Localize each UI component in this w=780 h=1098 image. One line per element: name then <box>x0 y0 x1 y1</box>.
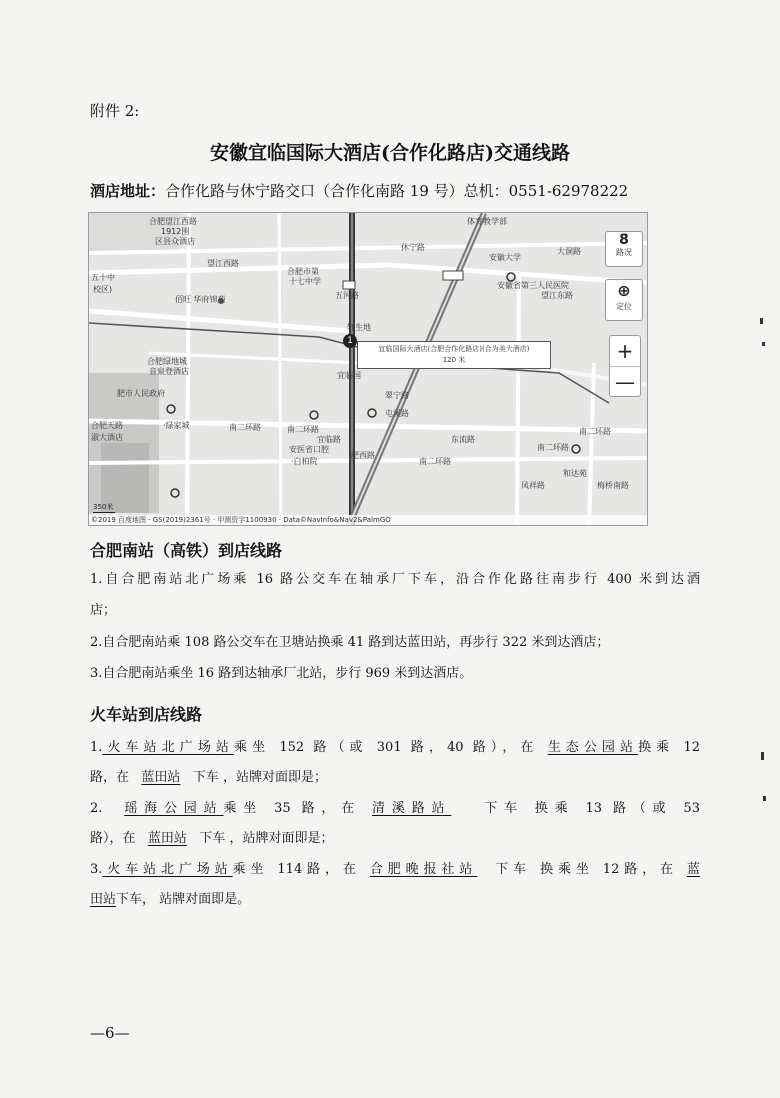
stop-name: 火车站北广场站 <box>102 740 234 755</box>
map-label: 东流路 <box>451 435 475 444</box>
map-label: 南二环路 <box>579 427 611 436</box>
map-label: 音泉登酒店 <box>149 367 189 376</box>
route-line <box>90 829 700 849</box>
address-label: 酒店地址： <box>90 182 166 200</box>
map-label: 五十中 <box>91 273 115 282</box>
route-text: 乘坐 152 路（或 301 路，40 路），在 <box>234 740 539 755</box>
map-label: 合肥望江西路 <box>149 217 197 226</box>
map-label: 梅桥南路 <box>597 481 629 490</box>
map-label: 和达苑 <box>563 469 587 478</box>
map-label: 大洞路 <box>557 247 581 256</box>
map-label: 十七中学 <box>289 277 321 286</box>
map-label: 区县众酒店 <box>155 237 195 246</box>
route-text: 下车 ，站牌对面即是； <box>199 831 334 846</box>
route-line: 店； <box>90 603 117 618</box>
route-line <box>90 890 700 910</box>
map-label: 体育教学部 <box>467 217 507 226</box>
hotel-callout[interactable] <box>357 341 551 369</box>
route-line <box>90 738 700 758</box>
map-label: 合肥绿地城 <box>147 357 187 366</box>
zoom-in-button[interactable]: + <box>616 339 634 363</box>
stop-name: 瑶海公园站 <box>124 801 224 816</box>
stop-name: 田站 <box>90 892 117 907</box>
poi-name: 轩生地 <box>347 323 371 332</box>
map-label: 南二环路 <box>419 457 451 466</box>
route-line: 3.自合肥南站乘坐 16 路到达轴承厂北站，步行 969 米到达酒店。 <box>90 666 473 681</box>
locate-label: 定位 <box>616 302 632 311</box>
map-label: 南二环路 <box>229 423 261 432</box>
map-label: 凤祥路 <box>521 481 545 490</box>
map-label: 合肥天路 <box>91 421 123 430</box>
map-label: 合肥市第 <box>287 267 319 276</box>
map-label: 安徽省第三人民医院 <box>497 281 569 290</box>
stop-name: 合肥晚报社站 <box>369 862 478 877</box>
map-label: 望江西路 <box>207 259 239 268</box>
map-label: 屯溪路 <box>385 409 409 418</box>
section-heading-railway-station: 火车站到店线路 <box>90 705 203 724</box>
route-number: 3. <box>90 862 103 877</box>
map-label: 宜临国 <box>337 371 361 380</box>
map-scale: 350米 <box>93 503 114 511</box>
route-line <box>90 768 700 788</box>
map-label: 南二环路 <box>287 425 319 434</box>
route-line: 2.自合肥南站乘 108 路公交车在卫塘站换乘 41 路到达蓝田站，再步行 322 米到达酒店； <box>90 635 610 650</box>
page-number: —6— <box>90 1024 130 1042</box>
map-label: 淑大酒店 <box>91 433 123 442</box>
map-label: 五河路 <box>335 291 359 300</box>
scan-speck <box>760 318 763 324</box>
stop-name: 火车站北广场站 <box>102 862 233 877</box>
route-text: 乘坐 114路，在 <box>232 862 361 877</box>
map-copyright: ©2019 百度地图 · GS(2019)2361号 · 甲测资字1100930 · Data©NavInfo&Nav2&PalmGO <box>89 515 648 525</box>
map-label: 1912围 <box>161 227 190 236</box>
route-number: 2. <box>90 801 103 816</box>
hotel-marker-icon[interactable]: 1 <box>343 334 357 348</box>
map-label: 肥西路 <box>351 451 375 460</box>
document-title: 安徽宜临国际大酒店(合作化路店)交通线路 <box>210 142 570 164</box>
callout-distance: 120 米 <box>442 356 466 364</box>
map-label: 宜临路 <box>317 435 341 444</box>
route-line <box>90 799 700 819</box>
stop-name: 蓝 <box>686 862 700 877</box>
route-number: 1. <box>90 740 103 755</box>
route-text: 路），在 <box>90 831 136 846</box>
route-text: 路，在 <box>90 770 130 785</box>
route-paragraph <box>90 570 700 590</box>
callout-title: 宜临国际大酒店(合肥合作化路店)(合为美大酒店) <box>378 345 530 353</box>
map-label: 校区) <box>93 285 113 294</box>
traffic-light-icon: 8 <box>619 232 629 248</box>
locate-button[interactable] <box>605 279 643 321</box>
traffic-button[interactable] <box>605 231 643 267</box>
location-map[interactable] <box>88 212 648 526</box>
map-label: 安医省口腔 <box>289 445 329 454</box>
map-label: 肥市人民政府 <box>117 389 165 398</box>
section-heading-south-station: 合肥南站（高铁）到店线路 <box>90 541 283 560</box>
route-text: 换乘 12 <box>638 740 700 755</box>
stop-name: 清溪路站 <box>372 801 452 816</box>
route-text: 乘坐 35 路，在 <box>223 801 362 816</box>
map-label: 安徽大学 <box>489 253 521 262</box>
zoom-control <box>609 335 641 397</box>
route-text: 下车 换乘 13 路（或 53 <box>484 801 700 816</box>
map-label: 翠宁路 <box>385 391 409 400</box>
map-label: 望江东路 <box>541 291 573 300</box>
attachment-label: 附件 2: <box>90 102 140 120</box>
map-label: ·绿家城 <box>163 421 190 430</box>
stop-name: 蓝田站 <box>141 770 181 785</box>
stop-name: 蓝田站 <box>147 831 187 846</box>
traffic-label: 路况 <box>616 248 632 257</box>
route-text: 下车， 站牌对面即是。 <box>116 892 251 907</box>
route-text: 下车 换乘坐 12路，在 <box>495 862 678 877</box>
crosshair-icon: ⊕ <box>617 281 631 300</box>
route-text: 下车 ，站牌对面即是； <box>192 770 327 785</box>
hotel-address <box>90 180 628 201</box>
scan-speck <box>761 752 764 760</box>
map-label: 休宁路 <box>401 243 425 252</box>
stop-name: 生态公园站 <box>547 740 639 755</box>
map-label: ·白柏院 <box>291 457 318 466</box>
address-text: 合作化路与休宁路交口（合作化南路 19 号）总机：0551-62978222 <box>165 182 629 200</box>
route-line: 1.自合肥南站北广场乘 16 路公交车在轴承厂下车，沿合作化路往南步行 400 米到达酒 <box>90 572 700 587</box>
scan-speck <box>762 342 765 346</box>
map-label: 南二环路 <box>537 443 569 452</box>
scan-speck <box>763 796 766 801</box>
map-label: 佰旺 华府锦苑 <box>175 295 226 304</box>
zoom-out-button[interactable]: — <box>610 366 640 397</box>
route-line <box>90 860 700 880</box>
